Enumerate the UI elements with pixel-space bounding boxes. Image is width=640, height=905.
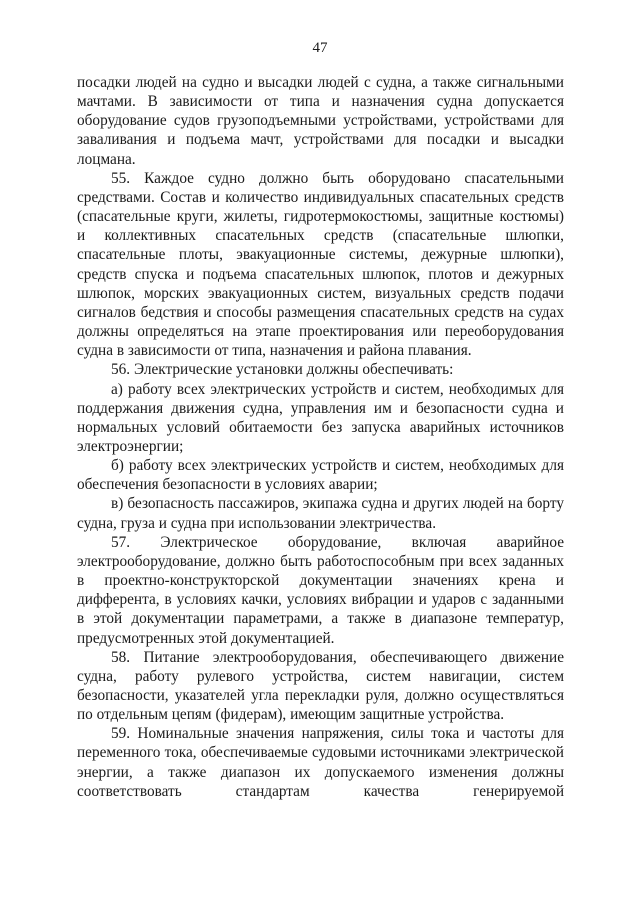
paragraph-continuation: посадки людей на судно и высадки людей с судна, а также сигнальными мачтами. В зависимости от типа и назначения судна допускается оборудование судов грузоподъемными устройствами, устройствами для заваливания и подъема мачт, устройствами для посадки и высадки лоцмана.: [77, 74, 564, 168]
paragraph-57-equipment: 57. Электрическое оборудование, включая аварийное электрооборудование, должно быть работоспособным при всех заданных в проектно-конструкторской документации значениях крена и дифферента, в условиях качки, условиях вибрации и ударов с заданными в этой документации параметрами, а также в диапазоне температур, предусмотренных этой документацией.: [77, 533, 564, 647]
paragraph-59-nominal-values: 59. Номинальные значения напряжения, силы тока и частоты для переменного тока, обеспечиваемые судовыми источниками электрической энергии, а также диапазон их допускаемого изменения должны соответствовать стандартам качества генерируемой: [77, 725, 564, 800]
paragraph-56-item-c: в) безопасность пассажиров, экипажа судна и других людей на борту судна, груза и судна при использовании электричества.: [77, 495, 564, 532]
document-body: [77, 73, 564, 801]
paragraph-56-item-a: а) работу всех электрических устройств и систем, необходимых для поддержания движения судна, управления им и безопасности судна и нормальных условий обитаемости без запуска аварийных источников электроэнергии;: [77, 380, 564, 455]
paragraph-56-electrical: 56. Электрические установки должны обеспечивать:: [111, 361, 454, 379]
page-number: 47: [312, 40, 328, 56]
paragraph-55-lifesaving: 55. Каждое судно должно быть оборудовано спасательными средствами. Состав и количество индивидуальных спасательных средств (спасательные круги, жилеты, гидротермокостюмы, защитные костюмы) и коллективных спасательных средств (спасательные шлюпки, спасательные плоты, эвакуационные системы, дежурные шлюпки), средств спуска и подъема спасательных шлюпок, плотов и дежурных шлюпок, морских эвакуационных систем, визуальных средств подачи сигналов бедствия и способы размещения спасательных средств на судах должны определяться на этапе проектирования или переоборудования судна в зависимости от типа, назначения и района плавания.: [77, 169, 564, 360]
paragraph-58-power-supply: 58. Питание электрооборудования, обеспечивающего движение судна, работу рулевого устройства, систем навигации, систем безопасности, указателей угла перекладки руля, должно осуществляться по отдельным цепям (фидерам), имеющим защитные устройства.: [77, 648, 564, 724]
paragraph-56-item-b: б) работу всех электрических устройств и систем, необходимых для обеспечения безопасности в условиях аварии;: [77, 457, 564, 494]
